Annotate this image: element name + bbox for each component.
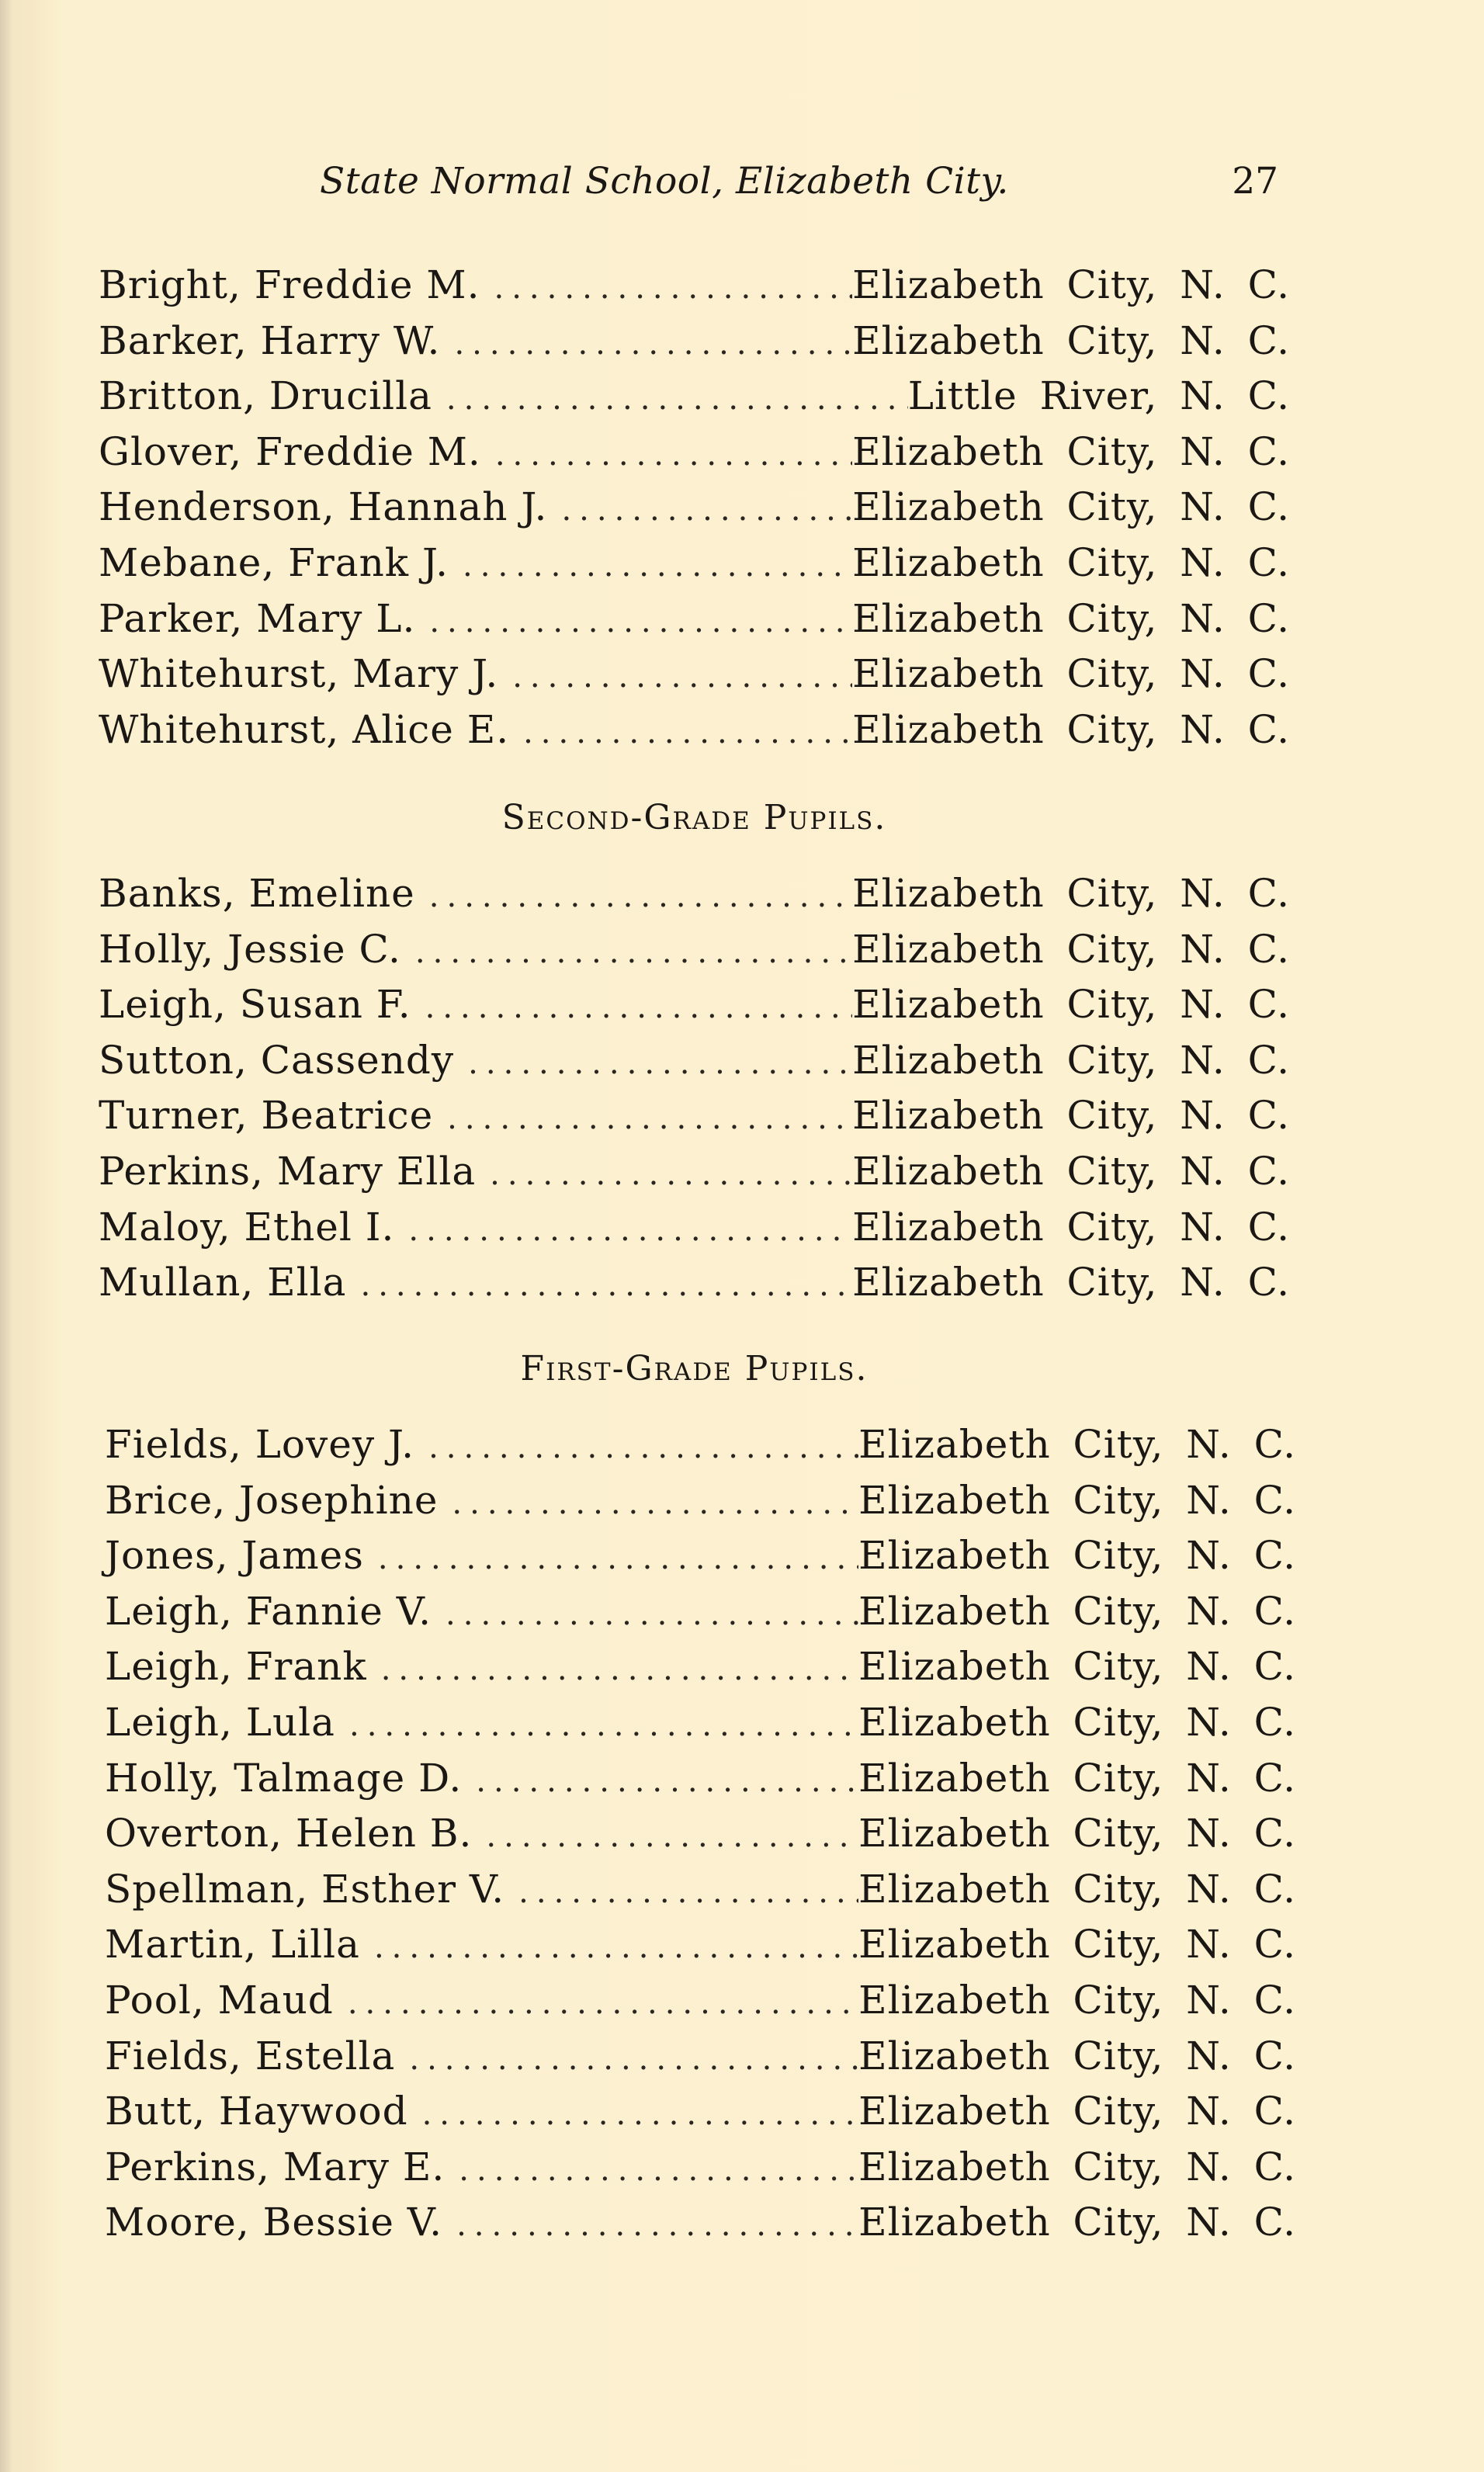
pupil-name: Overton, Helen B. <box>105 1811 473 1857</box>
pupil-name: Martin, Lilla <box>105 1922 360 1968</box>
dot-leader <box>523 715 852 751</box>
dot-leader <box>422 2096 859 2132</box>
pupil-residence: Elizabeth City, N. C. <box>852 1204 1290 1250</box>
dot-leader <box>494 270 853 306</box>
list-item <box>105 1756 1296 1812</box>
pupil-residence: Elizabeth City, N. C. <box>858 1811 1296 1857</box>
section-heading-first-grade: First-Grade Pupils. <box>520 1349 869 1389</box>
pupil-residence: Elizabeth City, N. C. <box>858 2144 1296 2189</box>
dot-leader <box>415 934 852 970</box>
list-item <box>99 318 1290 374</box>
dot-leader <box>463 548 852 584</box>
list-item <box>99 707 1290 763</box>
dot-leader <box>408 1212 852 1248</box>
pupil-name: Whitehurst, Alice E. <box>99 706 510 752</box>
pupil-name: Henderson, Hannah J. <box>99 484 548 530</box>
pupil-residence: Elizabeth City, N. C. <box>852 926 1290 972</box>
list-item <box>99 429 1290 485</box>
second-grade-section <box>99 798 1290 844</box>
list-item <box>105 1811 1296 1867</box>
list-item <box>99 484 1290 540</box>
dot-leader <box>429 604 852 640</box>
pupil-residence: Elizabeth City, N. C. <box>858 1477 1296 1523</box>
pupil-name: Perkins, Mary Ella <box>99 1148 477 1194</box>
pupil-residence: Elizabeth City, N. C. <box>852 1148 1290 1194</box>
dot-leader <box>459 2152 858 2188</box>
dot-leader <box>428 1430 858 1465</box>
pupil-name: Perkins, Mary E. <box>105 2144 446 2189</box>
list-item <box>99 1038 1290 1094</box>
pupil-residence: Elizabeth City, N. C. <box>858 1699 1296 1745</box>
pupil-name: Fields, Lovey J. <box>105 1422 415 1467</box>
running-head <box>320 160 1278 206</box>
pupil-name: Glover, Freddie M. <box>99 428 481 474</box>
pupil-name: Mebane, Frank J. <box>99 539 449 585</box>
pupil-residence: Elizabeth City, N. C. <box>858 1755 1296 1801</box>
pupil-residence: Elizabeth City, N. C. <box>858 2089 1296 2134</box>
pupil-name: Maloy, Ethel I. <box>99 1204 395 1250</box>
dot-leader <box>512 659 852 695</box>
pupil-residence: Elizabeth City, N. C. <box>852 1260 1290 1305</box>
dot-leader <box>374 1929 858 1965</box>
pupil-residence: Elizabeth City, N. C. <box>852 1037 1290 1083</box>
list-item <box>99 927 1290 983</box>
pupil-name: Turner, Beatrice <box>99 1093 434 1139</box>
pupil-residence: Elizabeth City, N. C. <box>852 317 1290 363</box>
pupil-name: Whitehurst, Mary J. <box>99 651 499 697</box>
pupil-name: Banks, Emeline <box>99 871 415 916</box>
dot-leader <box>429 879 852 914</box>
pupil-residence: Elizabeth City, N. C. <box>852 484 1290 530</box>
list-item <box>99 1149 1290 1205</box>
pupil-name: Britton, Drucilla <box>99 373 432 419</box>
list-item <box>105 1644 1296 1700</box>
pupil-residence: Elizabeth City, N. C. <box>852 871 1290 916</box>
dot-leader <box>348 1985 858 2021</box>
pupil-residence: Elizabeth City, N. C. <box>858 1977 1296 2023</box>
list-item <box>99 1260 1290 1316</box>
pupil-name: Holly, Talmage D. <box>105 1755 463 1801</box>
list-item <box>105 2144 1296 2200</box>
list-item <box>105 1700 1296 1756</box>
pupil-name: Leigh, Fannie V. <box>105 1588 432 1634</box>
pupil-name: Leigh, Lula <box>105 1699 335 1745</box>
dot-leader <box>452 1486 858 1521</box>
dot-leader <box>446 1597 858 1632</box>
pupil-residence: Elizabeth City, N. C. <box>852 595 1290 641</box>
pupil-residence: Elizabeth City, N. C. <box>852 428 1290 474</box>
dot-leader <box>495 437 852 473</box>
dot-leader <box>378 1541 858 1576</box>
list-item <box>99 871 1290 927</box>
pupil-residence: Elizabeth City, N. C. <box>858 1922 1296 1968</box>
dot-leader <box>490 1156 852 1192</box>
list-item <box>105 1478 1296 1534</box>
list-item <box>105 1922 1296 1978</box>
list-item <box>99 596 1290 652</box>
list-item <box>99 1093 1290 1149</box>
running-head-title: State Normal School, Elizabeth City. <box>320 160 1009 203</box>
page-number: 27 <box>1232 160 1278 203</box>
pupil-residence: Elizabeth City, N. C. <box>858 2200 1296 2245</box>
pupil-name: Fields, Estella <box>105 2033 396 2078</box>
list-item <box>105 1533 1296 1589</box>
pupil-name: Pool, Maud <box>105 1977 334 2023</box>
pupil-name: Holly, Jessie C. <box>99 926 401 972</box>
pupil-name: Jones, James <box>105 1533 364 1579</box>
pupil-name: Parker, Mary L. <box>99 595 416 641</box>
list-item <box>105 1422 1296 1478</box>
pupil-name: Brice, Josephine <box>105 1477 439 1523</box>
list-item <box>105 1589 1296 1645</box>
pupil-residence: Elizabeth City, N. C. <box>858 1644 1296 1690</box>
pupil-name: Leigh, Frank <box>105 1644 367 1690</box>
list-item <box>105 2033 1296 2089</box>
pupil-name: Spellman, Esther V. <box>105 1866 505 1912</box>
dot-leader <box>456 2207 858 2243</box>
dot-leader <box>381 1652 858 1687</box>
pupil-name: Bright, Freddie M. <box>99 262 480 307</box>
book-gutter <box>0 0 11 2472</box>
pupil-residence: Elizabeth City, N. C. <box>852 1093 1290 1139</box>
pupil-residence: Little River, N. C. <box>907 373 1290 419</box>
pupil-residence: Elizabeth City, N. C. <box>858 1588 1296 1634</box>
list-item <box>99 982 1290 1038</box>
list-item <box>99 262 1290 318</box>
list-item <box>105 1978 1296 2033</box>
pupil-name: Leigh, Susan F. <box>99 982 411 1028</box>
list-item <box>105 2089 1296 2144</box>
first-grade-list <box>105 1422 1296 2255</box>
pupil-residence: Elizabeth City, N. C. <box>858 2033 1296 2078</box>
dot-leader <box>349 1708 858 1743</box>
dot-leader <box>561 492 852 528</box>
section-heading-second-grade: Second-Grade Pupils. <box>501 798 887 837</box>
list-item <box>99 373 1290 429</box>
second-grade-list <box>99 871 1290 1316</box>
pupil-residence: Elizabeth City, N. C. <box>852 706 1290 752</box>
pupil-residence: Elizabeth City, N. C. <box>858 1866 1296 1912</box>
dot-leader <box>409 2041 858 2077</box>
list-item <box>105 1867 1296 1922</box>
first-grade-section <box>99 1349 1290 1395</box>
dot-leader <box>446 381 908 417</box>
dot-leader <box>486 1818 858 1854</box>
list-item <box>99 651 1290 707</box>
pupil-name: Sutton, Cassendy <box>99 1037 455 1083</box>
pupil-residence: Elizabeth City, N. C. <box>858 1533 1296 1579</box>
pupil-residence: Elizabeth City, N. C. <box>852 982 1290 1028</box>
dot-leader <box>518 1874 858 1910</box>
dot-leader <box>360 1267 852 1303</box>
list-item <box>99 540 1290 596</box>
list-item <box>99 1205 1290 1260</box>
pupil-name: Barker, Harry W. <box>99 317 441 363</box>
list-item <box>105 2200 1296 2255</box>
pupil-name: Moore, Bessie V. <box>105 2200 443 2245</box>
pupil-list-continued <box>99 262 1290 762</box>
pupil-residence: Elizabeth City, N. C. <box>858 1422 1296 1467</box>
dot-leader <box>425 990 853 1025</box>
dot-leader <box>454 326 852 362</box>
pupil-residence: Elizabeth City, N. C. <box>852 651 1290 697</box>
pupil-residence: Elizabeth City, N. C. <box>852 539 1290 585</box>
pupil-residence: Elizabeth City, N. C. <box>852 262 1290 307</box>
dot-leader <box>447 1101 852 1136</box>
dot-leader <box>468 1045 852 1081</box>
pupil-name: Mullan, Ella <box>99 1260 347 1305</box>
pupil-name: Butt, Haywood <box>105 2089 408 2134</box>
dot-leader <box>476 1763 858 1799</box>
